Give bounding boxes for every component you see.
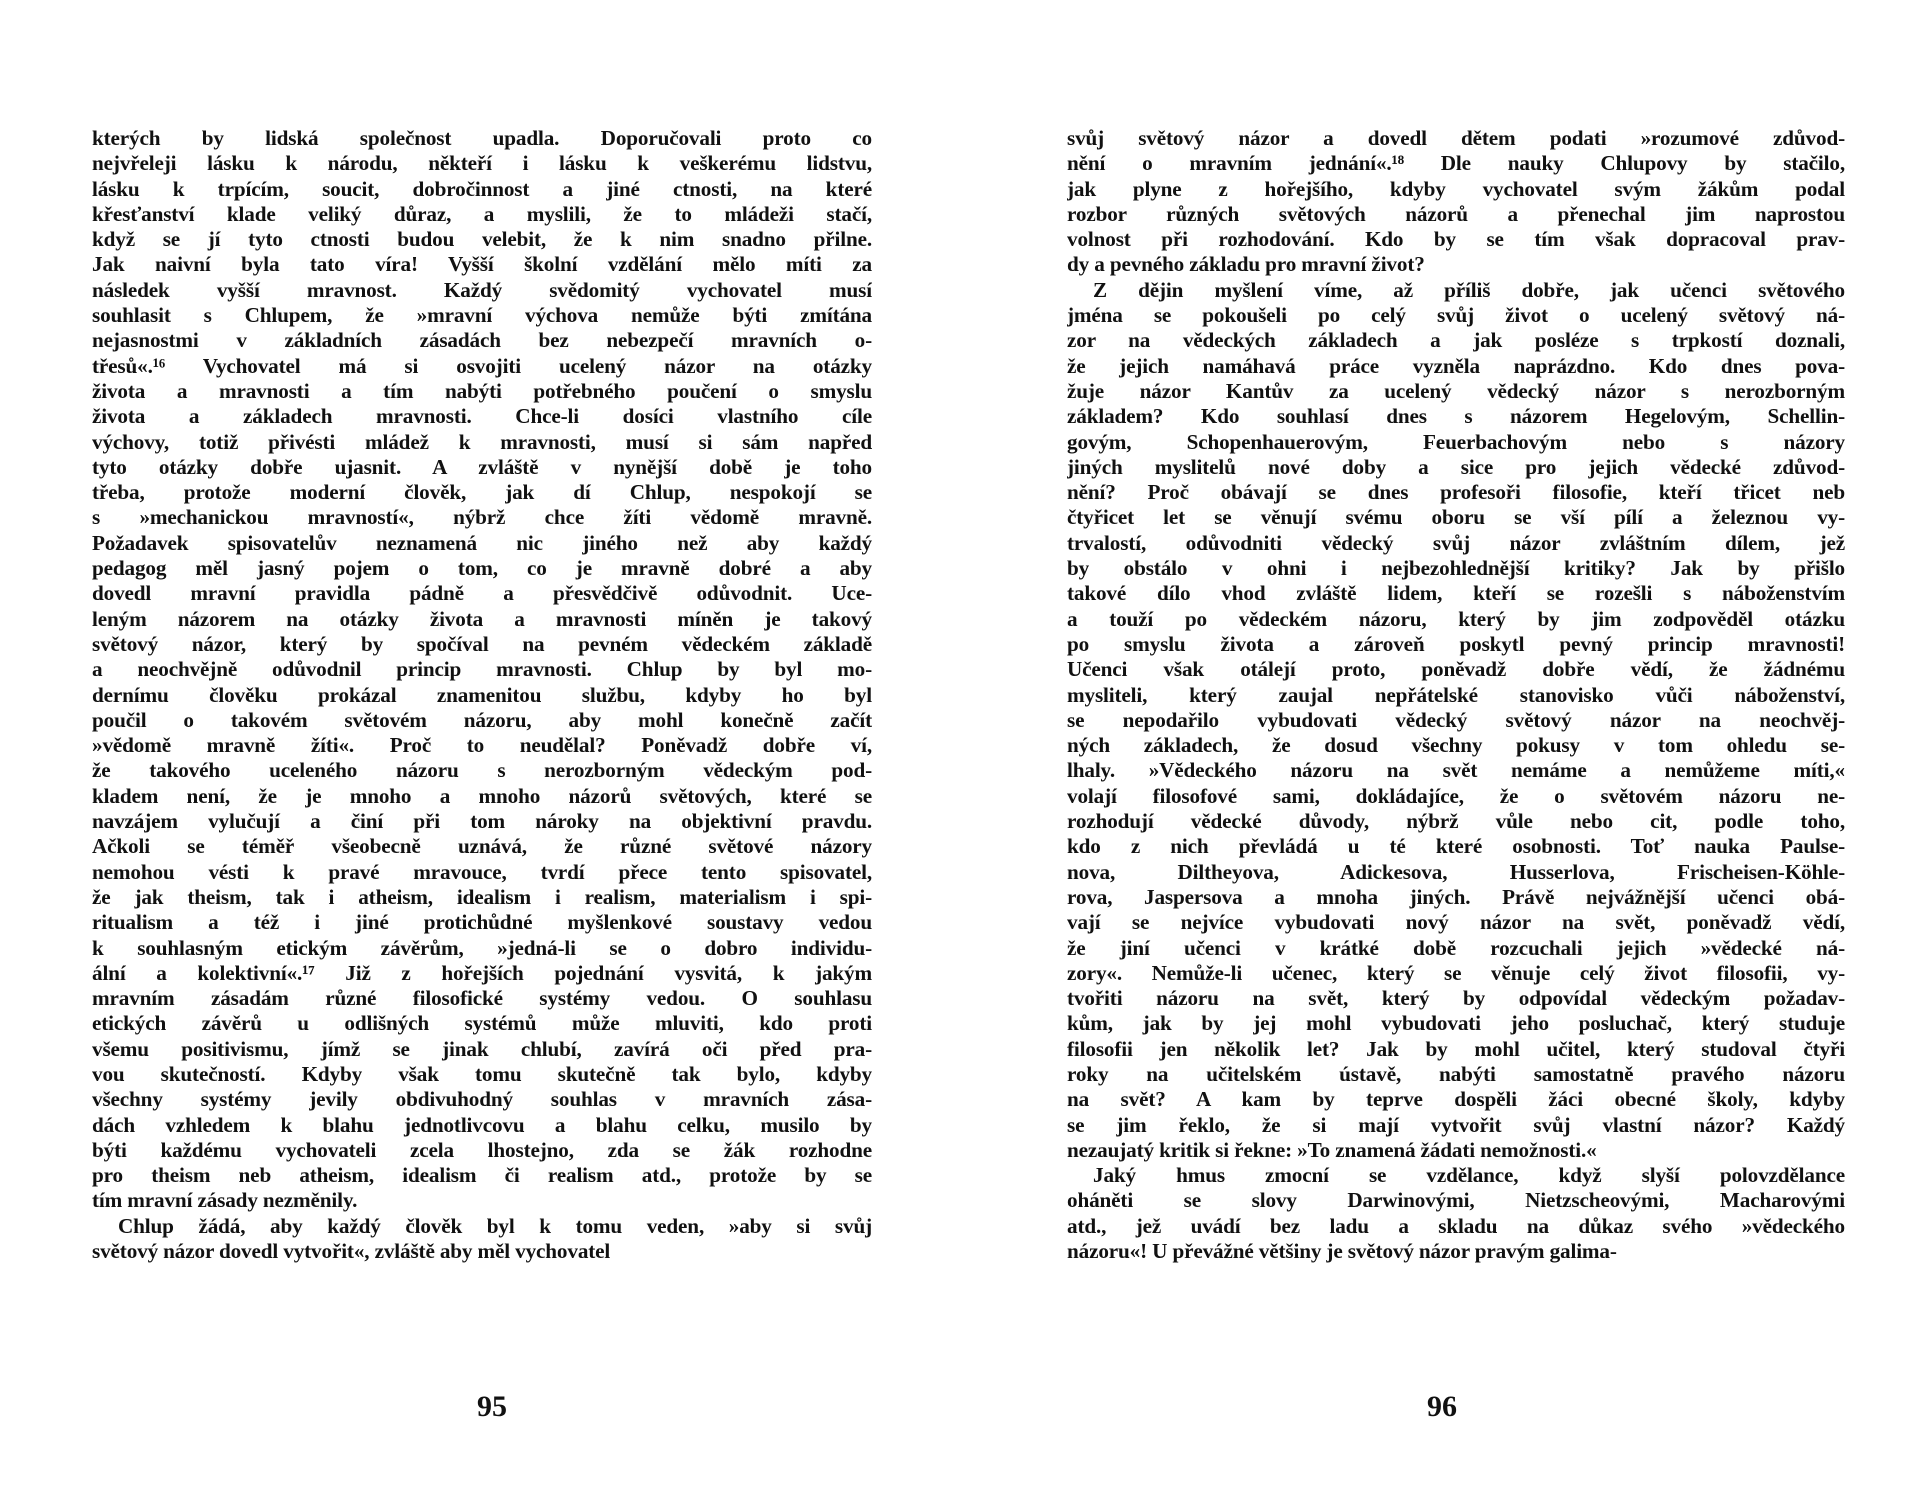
text-line: vají se nejvíce vybudovati nový názor na svět, poněvadž vědí, bbox=[1067, 910, 1845, 935]
text-line: pro theism neb atheism, idealism či realism atd., protože by se bbox=[92, 1163, 872, 1188]
text-line: k souhlasným etickým závěrům, »jedná-li se o dobro individu- bbox=[92, 935, 872, 960]
text-line: všemu positivismu, jímž se jinak chlubí, zavírá oči před pra- bbox=[92, 1036, 872, 1061]
text-line: govým, Schopenhauerovým, Feuerbachovým nebo s názory bbox=[1067, 429, 1845, 454]
text-line: žuje názor Kantův za ucelený vědecký názor s nerozborným bbox=[1067, 378, 1845, 403]
text-line: že jiní učenci v krátké době rozcuchali jejich »vědecké ná- bbox=[1067, 935, 1845, 960]
text-line: dernímu člověku prokázal znamenitou službu, kdyby ho byl bbox=[92, 682, 872, 707]
text-line: s »mechanickou mravností«, nýbrž chce žíti vědomě mravně. bbox=[92, 505, 872, 530]
text-line: zor na vědeckých základech a jak posléze s trpkostí doznali, bbox=[1067, 328, 1845, 353]
text-line: jak plyne z hořejšího, kdyby vychovatel svým žákům podal bbox=[1067, 176, 1845, 201]
left-page bbox=[92, 126, 872, 1264]
text-line: rozhodují vědecké důvody, nýbrž vůle nebo cit, podle toho, bbox=[1067, 809, 1845, 834]
text-line: etických závěrů u odlišných systémů může mluviti, kdo proti bbox=[92, 1011, 872, 1036]
text-line: základem? Kdo souhlasí dnes s názorem Hegelovým, Schellin- bbox=[1067, 404, 1845, 429]
right-page bbox=[1067, 126, 1845, 1264]
text-line: trvalostí, odůvodniti vědecký svůj názor zvláštním dílem, jež bbox=[1067, 530, 1845, 555]
text-line: kladem není, že je mnoho a mnoho názorů světových, které se bbox=[92, 783, 872, 808]
text-line: po smyslu života a zároveň poskytl pevný princip mravnosti! bbox=[1067, 631, 1845, 656]
text-line: dách vzhledem k blahu jednotlivcovu a blahu celku, musilo by bbox=[92, 1112, 872, 1137]
text-line: mravním zásadám různé filosofické systémy vedou. O souhlasu bbox=[92, 986, 872, 1011]
text-line: filosofii jen několik let? Jak by mohl učitel, který studoval čtyři bbox=[1067, 1036, 1845, 1061]
text-line: rozbor různých světových názorů a přenechal jim naprostou bbox=[1067, 201, 1845, 226]
text-line: lásku k trpícím, soucit, dobročinnost a jiné ctnosti, na které bbox=[92, 176, 872, 201]
text-line: všechny systémy jevily obdivuhodný souhlas v mravních zása- bbox=[92, 1087, 872, 1112]
text-line: tvořiti názoru na svět, který by odpovídal vědeckým požadav- bbox=[1067, 986, 1845, 1011]
text-line: volnost při rozhodování. Kdo by se tím však dopracoval prav- bbox=[1067, 227, 1845, 252]
text-line: se jim řeklo, že si mají vytvořit svůj vlastní názor? Každý bbox=[1067, 1112, 1845, 1137]
text-line: »vědomě mravně žíti«. Proč to neudělal? Poněvadž dobře ví, bbox=[92, 733, 872, 758]
text-line: a neochvějně odůvodnil princip mravnosti. Chlup by byl mo- bbox=[92, 657, 872, 682]
text-line: Jaký hmus zmocní se vzdělance, když slyší polovzdělance bbox=[1093, 1163, 1845, 1188]
left-page-number: 95 bbox=[477, 1390, 507, 1423]
text-line: tím mravní zásady nezměnily. bbox=[92, 1188, 358, 1213]
text-line: býti každému vychovateli zcela lhostejno, zda se žák rozhodne bbox=[92, 1137, 872, 1162]
text-line: tyto otázky dobře ujasnit. A zvláště v nynější době je toho bbox=[92, 454, 872, 479]
text-line: křesťanství klade veliký důraz, a myslili, že to mládeži stačí, bbox=[92, 201, 872, 226]
text-line: by obstálo v ohni i nejbezohlednější kritiky? Jak by přišlo bbox=[1067, 556, 1845, 581]
text-line: vou skutečností. Kdyby však tomu skutečně tak bylo, kdyby bbox=[92, 1061, 872, 1086]
text-line: a touží po vědeckém názoru, který by jim zodpověděl otázku bbox=[1067, 606, 1845, 631]
text-line: volají filosofové sami, dokládajíce, že o světovém názoru ne- bbox=[1067, 783, 1845, 808]
text-line: leným názorem na otázky života a mravnosti míněn je takový bbox=[92, 606, 872, 631]
text-line: světový názor dovedl vytvořit«, zvláště aby měl vychovatel bbox=[92, 1239, 611, 1264]
text-line: názoru«! U převážné většiny je světový názor pravým galima- bbox=[1067, 1239, 1617, 1264]
text-line: rova, Jaspersova a mnoha jiných. Právě nejvážnější učenci obá- bbox=[1067, 884, 1845, 909]
text-line: oháněti se slovy Darwinovými, Nietzscheovými, Macharovými bbox=[1067, 1188, 1845, 1213]
text-line: jména se pokoušeli po celý svůj život o ucelený světový ná- bbox=[1067, 303, 1845, 328]
text-line: se nepodařilo vybudovati vědecký světový názor na neochvěj- bbox=[1067, 707, 1845, 732]
text-line: svůj světový názor a dovedl dětem podati »rozumové zdůvod- bbox=[1067, 126, 1845, 150]
text-line: že jejich namáhavá práce vyzněla naprázdno. Kdo dnes pova- bbox=[1067, 353, 1845, 378]
text-line: následek vyšší mravnost. Každý svědomitý vychovatel musí bbox=[92, 277, 872, 302]
text-line: kům, jak by jej mohl vybudovati jeho posluchač, který studuje bbox=[1067, 1011, 1845, 1036]
text-line: čtyřicet let se věnují svému oboru se vší pílí a železnou vy- bbox=[1067, 505, 1845, 530]
text-line: navzájem vylučují a činí při tom nároky na objektivní pravdu. bbox=[92, 809, 872, 834]
text-line: ální a kolektivní«.¹⁷ Již z hořejších pojednání vysvitá, k jakým bbox=[92, 960, 872, 985]
text-line: nemohou vésti k pravé mravouce, tvrdí přece tento spisovatel, bbox=[92, 859, 872, 884]
right-page-number: 96 bbox=[1427, 1390, 1457, 1423]
text-line: nění o mravním jednání«.¹⁸ Dle nauky Chlupovy by stačilo, bbox=[1067, 151, 1845, 176]
left-page-text bbox=[92, 126, 872, 1264]
text-line: takové dílo vhod zvláště lidem, kteří se rozešli s náboženstvím bbox=[1067, 581, 1845, 606]
text-line: kdo z nich převládá u té které osobnosti. Toť nauka Paulse- bbox=[1067, 834, 1845, 859]
text-line: zory«. Nemůže-li učenec, který se věnuje celý život filosofii, vy- bbox=[1067, 960, 1845, 985]
text-line: mysliteli, který zaujal nepřátelské stanovisko vůči náboženství, bbox=[1067, 682, 1845, 707]
text-line: pedagog měl jasný pojem o tom, co je mravně dobré a aby bbox=[92, 556, 872, 581]
text-line: že takového uceleného názoru s nerozborným vědeckým pod- bbox=[92, 758, 872, 783]
text-line: třesů«.¹⁶ Vychovatel má si osvojiti ucelený názor na otázky bbox=[92, 353, 872, 378]
text-line: Jak naivní byla tato víra! Vyšší školní vzdělání mělo míti za bbox=[92, 252, 872, 277]
text-line: dovedl mravní pravidla pádně a přesvědčivě odůvodnit. Uce- bbox=[92, 581, 872, 606]
text-line: Chlup žádá, aby každý člověk byl k tomu veden, »aby si svůj bbox=[118, 1213, 872, 1238]
text-line: života a základech mravnosti. Chce-li dosíci vlastního cíle bbox=[92, 404, 872, 429]
text-line: atd., jež uvádí bez ladu a skladu na důkaz svého »vědeckého bbox=[1067, 1213, 1845, 1238]
text-line: poučil o takovém světovém názoru, aby mohl konečně začít bbox=[92, 707, 872, 732]
text-line: dy a pevného základu pro mravní život? bbox=[1067, 252, 1425, 277]
text-line: když se jí tyto ctnosti budou velebit, že k nim snadno přilne. bbox=[92, 227, 872, 252]
text-line: jiných myslitelů nové doby a sice pro jejich vědecké zdůvod- bbox=[1067, 454, 1845, 479]
text-line: Z dějin myšlení víme, až příliš dobře, jak učenci světového bbox=[1093, 277, 1845, 302]
text-line: roky na učitelském ústavě, nabýti samostatně pravého názoru bbox=[1067, 1061, 1845, 1086]
text-line: ných základech, že dosud všechny pokusy v tom ohledu se- bbox=[1067, 733, 1845, 758]
text-line: nova, Diltheyova, Adickesova, Husserlova, Frischeisen-Köhle- bbox=[1067, 859, 1845, 884]
text-line: života a mravnosti a tím nabýti potřebného poučení o smyslu bbox=[92, 378, 872, 403]
text-line: nění? Proč obávají se dnes profesoři filosofie, kteří třicet neb bbox=[1067, 480, 1845, 505]
text-line: Požadavek spisovatelův neznamená nic jiného než aby každý bbox=[92, 530, 872, 555]
text-line: nejvřeleji lásku k národu, někteří i lásku k veškerému lidstvu, bbox=[92, 151, 872, 176]
text-line: Učenci však otálejí proto, poněvadž dobře vědí, že žádnému bbox=[1067, 657, 1845, 682]
text-line: lhaly. »Vědeckého názoru na svět nemáme a nemůžeme míti,« bbox=[1067, 758, 1845, 783]
text-line: výchovy, totiž přivésti mládež k mravnosti, musí si sám napřed bbox=[92, 429, 872, 454]
text-line: třeba, protože moderní člověk, jak dí Chlup, nespokojí se bbox=[92, 480, 872, 505]
right-page-text bbox=[1067, 126, 1845, 1264]
text-line: Ačkoli se téměř všeobecně uznává, že různé světové názory bbox=[92, 834, 872, 859]
text-line: na svět? A kam by teprve dospěli žáci obecné školy, kdyby bbox=[1067, 1087, 1845, 1112]
text-line: ritualism a též i jiné protichůdné myšlenkové soustavy vedou bbox=[92, 910, 872, 935]
text-line: světový názor, který by spočíval na pevném vědeckém základě bbox=[92, 631, 872, 656]
text-line: nezaujatý kritik si řekne: »To znamená žádati nemožnosti.« bbox=[1067, 1137, 1597, 1162]
text-line: nejasnostmi v základních zásadách bez nebezpečí mravních o- bbox=[92, 328, 872, 353]
text-line: že jak theism, tak i atheism, idealism i realism, materialism i spi- bbox=[92, 884, 872, 909]
text-line: souhlasit s Chlupem, že »mravní výchova nemůže býti zmítána bbox=[92, 303, 872, 328]
text-line: kterých by lidská společnost upadla. Doporučovali proto co bbox=[92, 126, 872, 150]
